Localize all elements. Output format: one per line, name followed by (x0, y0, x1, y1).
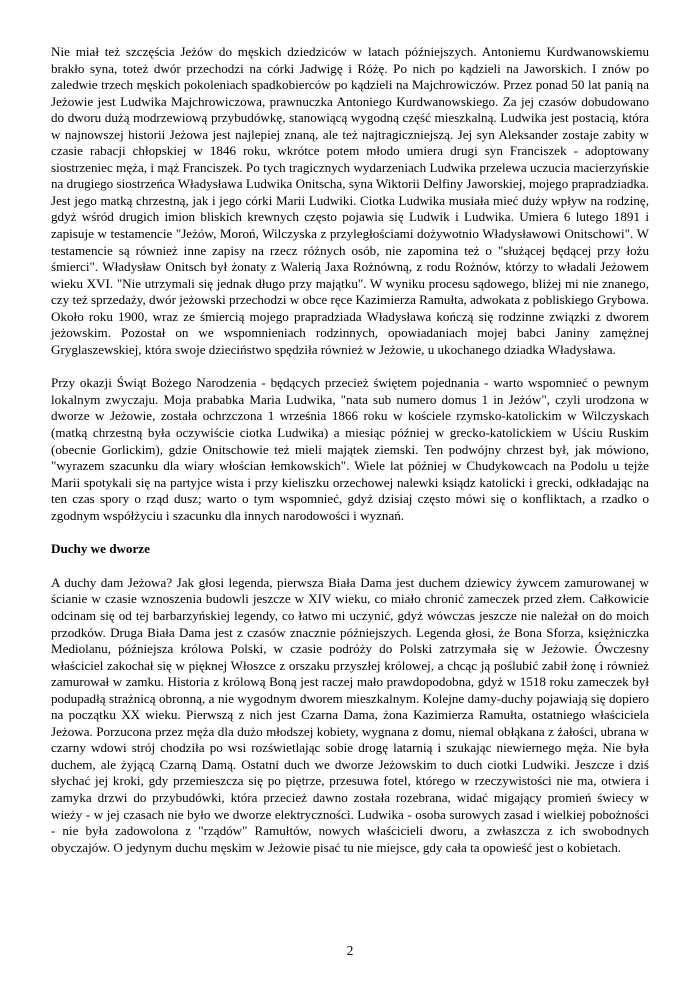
document-body (51, 44, 649, 856)
paragraph-christmas-custom: Przy okazji Świąt Bożego Narodzenia - będących przecież świętem pojednania - warto wspomnieć o pewnym lokalnym zwyczaju. Moja prababka Maria Ludwika, "nata sub numero domus 1 in Jeżów", czyli urodzona w dworze w Jeżowie, została ochrzczona 1 września 1866 roku w kościele rzymsko-katolickim w Wilczyskach (matką chrzestną była oczywiście ciotka Ludwika) a miesiąc później w grecko-katolickiem w Uściu Ruskim (obecnie Gorlickim), gdzie Onitschowie też mieli majątek ziemski. Ten podwójny chrzest był, jak mówiono, "wyrazem szacunku dla wiary włościan łemkowskich". Wiele lat później w Chudykowcach na Podolu u tejże Marii spotykali się na partyjce wista i przy kieliszku orzechowej nalewki ksiądz katolicki i grecki, odkładając na ten czas spory o rząd dusz; warto o tym wspomnieć, gdyż dzisiaj często mówi się o konfliktach, a rzadko o zgodnym współżyciu i szacunku dla innych narodowości i wyznań. (51, 375, 649, 523)
paragraph-ghosts: A duchy dam Jeżowa? Jak głosi legenda, pierwsza Biała Dama jest duchem dziewicy żywcem zamurowanej w ścianie w czasie wznoszenia budowli jeszcze w XIV wieku, co miało chronić zameczek przed złem. Całkowicie odcinam się od tej barbarzyńskiej legendy, co łatwo mi uczynić, gdyż wówczas jeszcze nie należał on do moich przodków. Druga Biała Dama jest z czasów znacznie późniejszych. Legenda głosi, że Bona Sforza, księżniczka Mediolanu, późniejsza królowa Polski, w czasie podróży do Polski zatrzymała się w Jeżowie. Ówczesny właściciel zakochał się w pięknej Włoszce z orszaku przyszłej królowej, a chcąc ją poślubić zabił żonę i również zamurował w zamku. Historia z królową Boną jest raczej mało prawdopodobna, gdyż w 1518 roku zameczek był podupadłą strażnicą obronną, a nie wygodnym dworem mieszkalnym. Kolejne damy-duchy pojawiają się dopiero na początku XX wieku. Pierwszą z nich jest Czarna Dama, żona Kazimierza Ramułta, ostatniego właściciela Jeżowa. Porzucona przez męża dla dużo młodszej kobiety, wygnana z domu, niemal obłąkana z żałości, ubrana w czarny wdowi strój chodziła po wsi rozświetlając sobie drogę latarnią i szukając niewiernego męża. Nie była duchem, ale żyjącą Czarną Damą. Ostatni duch we dworze Jeżowskim to duch ciotki Ludwiki. Jeszcze i dziś słychać jej kroki, gdy przemieszcza się po piętrze, przesuwa fotel, którego w rzeczywistości nie ma, otwiera i zamyka drzwi do przybudówki, która przecież dawno została rozebrana, widać migający promień świecy w wieży - w jej czasach nie było we dworze elektryczności. Ludwika - osoba surowych zasad i wielkiej pobożności - nie była zadowolona z "rządów" Ramułtów, nowych właścicieli dworu, a zwłaszcza z ich swobodnych obyczajów. O jedynym duchu męskim w Jeżowie pisać tu nie miejsce, gdy cała ta opowieść jest o kobietach. (51, 574, 649, 855)
paragraph-jezow-heirs: Nie miał też szczęścia Jeżów do męskich dziedziców w latach późniejszych. Antoniemu Kurdwanowskiemu brakło syna, toteż dwór przechodzi na córki Jadwigę i Różę. Po nich po kądzieli na Jaworskich. I znów po zaledwie trzech męskich pokoleniach spadkobierców po kądzieli na Majchrowiczów. Przez ponad 50 lat panią na Jeżowie jest Ludwika Majchrowiczowa, prawnuczka Antoniego Kurdwanowskiego. Za jej czasów dobudowano do dworu dużą modrzewiową przybudówkę, stanowiącą wygodną część mieszkalną. Ludwika jest postacią, która w najnowszej historii Jeżowa jest najlepiej znaną, ale też najtragiczniejszą. Jej syn Aleksander zostaje zabity w czasie rabacji chłopskiej w 1846 roku, wkrótce potem młodo umiera drugi syn Franciszek - adoptowany siostrzeniec męża, i mąż Franciszek. Po tych tragicznych wydarzeniach Ludwika przelewa uczucia macierzyńskie na drugiego siostrzeńca Władysława Ludwika Onitscha, syna Wiktorii Delfiny Jaworskiej, mojego prapradziadka. Jest jego matką chrzestną, jak i jego córki Marii Ludwiki. Ciotka Ludwika musiała mieć duży wpływ na rodzinę, gdyż wśród drugich imion bliskich krewnych często pojawia się Ludwik i Ludwika. Umiera 6 lutego 1891 i zapisuje w testamencie "Jeżów, Moroń, Wilczyska z przyległościami dożywotnio Władysławowi Onitschowi". W testamencie są również inne zapisy na rzecz różnych osób, nie zapomina też o "służącej będącej przy łożu śmierci". Władysław Onitsch był żonaty z Walerią Jaxa Rożnówną, z rodu Rożnów, którzy to władali Jeżowem wieku XVI. "Nie utrzymali się jednak długo przy majątku". W wyniku procesu sądowego, bliżej mi nie znanego, czy też sprzedaży, dwór jeżowski przechodzi w obce ręce Kazimierza Ramułta, adwokata z pobliskiego Grybowa. Około roku 1900, wraz ze śmiercią mojego prapradziada Władysława kończą się rodzinne związki z dworem jeżowskim. Pozostał on we wspomnieniach rodzinnych, opowiadaniach mojej babci Janiny zamężnej Gryglaszewskiej, która swoje dzieciństwo spędziła również w Jeżowie, u ukochanego dziadka Władysława. (51, 44, 649, 357)
section-heading: Duchy we dworze (51, 541, 150, 557)
page-number: 2 (346, 943, 354, 958)
